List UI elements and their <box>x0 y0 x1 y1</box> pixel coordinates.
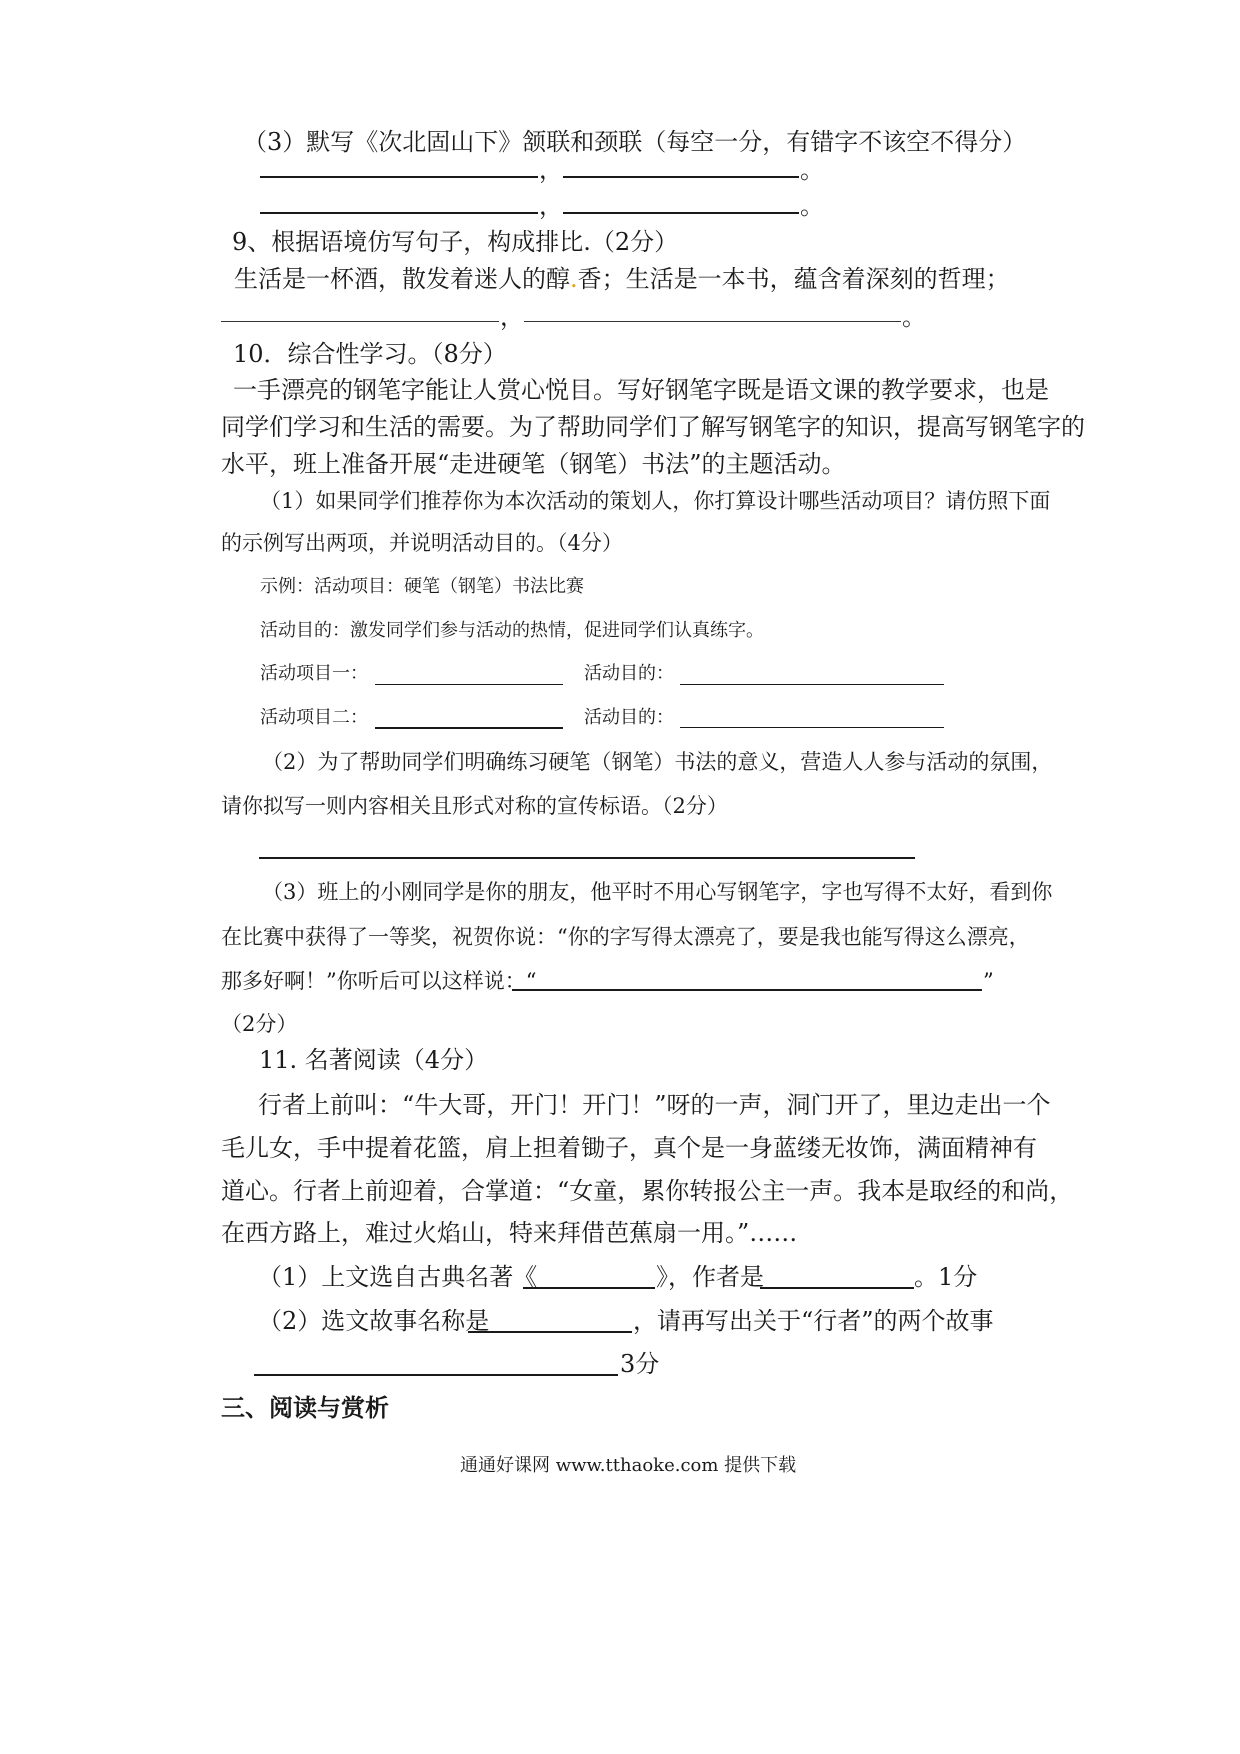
q8-blank-3[interactable] <box>260 212 538 214</box>
q10-2-line-2: 请你拟写一则内容相关且形式对称的宣传标语。（2分） <box>221 794 728 818</box>
q9-title: 9、根据语境仿写句子，构成排比.（2分） <box>232 228 679 256</box>
q10-3-line-3: 那多好啊！”你听后可以这样说：“ <box>221 969 537 993</box>
q10-1-line-2: 的示例写出两项，并说明活动目的。（4分） <box>221 531 623 555</box>
q8-comma-2: ， <box>539 192 563 220</box>
q10-intro-line-2: 同学们学习和生活的需要。为了帮助同学们了解写钢笔字的知识，提高写钢笔字的 <box>221 413 1085 441</box>
q10-goal-1-blank[interactable] <box>680 684 944 685</box>
q10-3-line-1: （3）班上的小刚同学是你的朋友，他平时不用心写钢笔字，字也写得不太好，看到你 <box>262 880 1053 904</box>
q10-3-score: （2分） <box>221 1012 298 1036</box>
q10-2-line-1: （2）为了帮助同学们明确练习硬笔（钢笔）书法的意义，营造人人参与活动的氛围， <box>262 750 1053 774</box>
q10-3-close-quote: ” <box>983 969 994 993</box>
q10-goal-2-label: 活动目的： <box>584 707 674 728</box>
q9-blank-1[interactable] <box>221 321 499 322</box>
q11-1-score: 。1分 <box>914 1263 978 1291</box>
q10-item-2-blank[interactable] <box>375 727 563 729</box>
q11-story-blank[interactable] <box>468 1331 632 1333</box>
q8-3-prompt: （3）默写《次北固山下》颔联和颈联（每空一分，有错字不该空不得分） <box>243 128 1027 156</box>
q9-period: 。 <box>902 303 926 331</box>
q10-item-2-label: 活动项目二： <box>260 707 368 728</box>
q11-title: 11. 名著阅读（4分） <box>259 1046 489 1074</box>
q8-blank-4[interactable] <box>563 212 799 214</box>
q11-stories-blank[interactable] <box>254 1374 618 1376</box>
section-3-heading: 三、阅读与赏析 <box>221 1393 389 1422</box>
q11-passage-line-2: 毛儿女，手中提着花篮，肩上担着锄子，真个是一身蓝缕无妆饰，满面精神有 <box>221 1134 1037 1162</box>
q10-intro-line-1: 一手漂亮的钢笔字能让人赏心悦目。写好钢笔字既是语文课的教学要求，也是 <box>233 376 1049 404</box>
footer-source: 通通好课网 www.tthaoke.com 提供下载 <box>460 1455 797 1476</box>
q11-2-suffix: ，请再写出关于“行者”的两个故事 <box>633 1307 994 1335</box>
q11-author-blank[interactable] <box>760 1287 914 1289</box>
q10-1-line-1: （1）如果同学们推荐你为本次活动的策划人，你打算设计哪些活动项目？请仿照下面 <box>260 489 1051 513</box>
q9-highlight-mark: . <box>570 265 578 293</box>
q8-period-1: 。 <box>800 156 824 184</box>
q10-example-goal: 活动目的：激发同学们参与活动的热情，促进同学们认真练字。 <box>260 620 764 641</box>
q10-reply-blank[interactable] <box>512 989 982 991</box>
q10-slogan-blank[interactable] <box>259 857 915 859</box>
q11-passage-line-3: 道心。行者上前迎着，合掌道：“女童，累你转报公主一声。我本是取经的和尚， <box>221 1177 1074 1205</box>
q11-passage-line-1: 行者上前叫：“牛大哥，开门！开门！”呀的一声，洞门开了，里边走出一个 <box>258 1091 1051 1119</box>
q9-example <box>234 267 1010 291</box>
q10-goal-2-blank[interactable] <box>680 727 944 728</box>
q11-1-prefix: （1）上文选自古典名著《 <box>258 1263 538 1291</box>
q8-period-2: 。 <box>800 192 824 220</box>
q11-2-score: 3分 <box>620 1350 660 1378</box>
q10-title: 10．综合性学习。（8分） <box>233 340 507 368</box>
q10-example-item: 示例：活动项目：硬笔（钢笔）书法比赛 <box>260 576 584 597</box>
q10-item-1-label: 活动项目一： <box>260 663 368 684</box>
q8-blank-2[interactable] <box>563 176 799 178</box>
q8-comma-1: ， <box>539 156 563 184</box>
q11-book-blank[interactable] <box>523 1287 655 1289</box>
q11-2-prefix: （2）选文故事名称是 <box>258 1307 490 1335</box>
q10-goal-1-label: 活动目的： <box>584 663 674 684</box>
q9-comma: ， <box>500 303 524 331</box>
q11-passage-line-4: 在西方路上，难过火焰山，特来拜借芭蕉扇一用。”…… <box>221 1219 798 1247</box>
q9-example-part-a: 生活是一杯酒，散发着迷人的醇 <box>234 265 570 293</box>
q11-1-author-label: 》，作者是 <box>656 1263 764 1291</box>
q9-example-part-b: 香；生活是一本书，蕴含着深刻的哲理； <box>577 265 1010 293</box>
q10-intro-line-3: 水平，班上准备开展“走进硬笔（钢笔）书法”的主题活动。 <box>221 450 846 478</box>
q9-blank-2[interactable] <box>524 321 901 322</box>
q10-item-1-blank[interactable] <box>375 684 563 685</box>
q8-blank-1[interactable] <box>260 176 538 178</box>
q10-3-line-2: 在比赛中获得了一等奖，祝贺你说：“你的字写得太漂亮了，要是我也能写得这么漂亮， <box>221 925 1030 949</box>
